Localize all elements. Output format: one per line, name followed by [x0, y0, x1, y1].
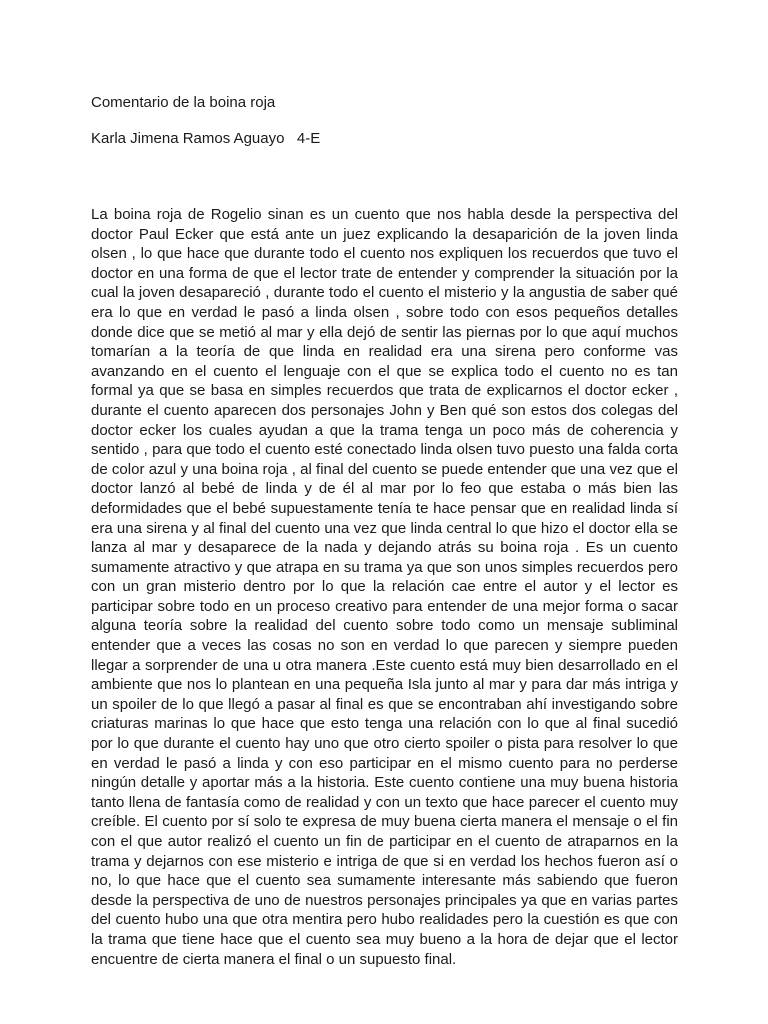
body-paragraph: La boina roja de Rogelio sinan es un cuento que nos habla desde la perspectiva del doctor Paul Ecker que está ante un juez explicando la desaparición de la joven linda olsen , lo que hace que durante todo el cuento nos expliquen los recuerdos que tuvo el doctor en una forma de que el lector trate de entender y comprender la situación por la cual la joven desapareció , durante todo el cuento el misterio y la angustia de saber qué era lo que en verdad le pasó a linda olsen , sobre todo con esos pequeños detalles donde dice que se metió al mar y ella dejó de sentir las piernas por lo que aquí muchos tomarían a la teoría de que linda en realidad era una sirena pero conforme vas avanzando en el cuento el lenguaje con el que se explica todo el cuento no es tan formal ya que se basa en simples recuerdos que trata de explicarnos el doctor ecker , durante el cuento aparecen dos personajes John y Ben qué son estos dos colegas del doctor ecker los cuales ayudan a que la trama tenga un poco más de coherencia y sentido , para que todo el cuento esté conectado linda olsen tuvo puesto una falda corta de color azul y una boina roja , al final del cuento se puede entender que una vez que el doctor lanzó al bebé de linda y de él al mar por lo feo que estaba o más bien las deformidades que el bebé supuestamente tenía te hace pensar que en realidad linda sí era una sirena y al final del cuento una vez que linda central lo que hizo el doctor ella se lanza al mar y desaparece de la nada y dejando atrás su boina roja . Es un cuento sumamente atractivo y que atrapa en su trama ya que son unos simples recuerdos pero con un gran misterio dentro por lo que la relación cae entre el autor y el lector es participar sobre todo en un proceso creativo para entender de una mejor forma o sacar alguna teoría sobre la realidad del cuento sobre todo como un mensaje subliminal entender que a veces las cosas no son en verdad lo que parecen y siempre pueden llegar a sorprender de una u otra manera .Este cuento está muy bien desarrollado en el ambiente que nos lo plantean en una pequeña Isla junto al mar y para dar más intriga y un spoiler de lo que llegó a pasar al final es que se encontraban ahí investigando sobre criaturas marinas lo que hace que esto tenga una relación con lo que al final sucedió por lo que durante el cuento hay uno que otro cierto spoiler o pista para resolver lo que en verdad le pasó a linda y con eso participar en el mismo cuento para no perderse ningún detalle y aportar más a la historia. Este cuento contiene una muy buena historia tanto llena de fantasía como de realidad y con un texto que hace parecer el cuento muy creíble. El cuento por sí solo te expresa de muy buena cierta manera el mensaje o el fin con el que autor realizó el cuento un fin de participar en el cuento de atraparnos en la trama y dejarnos con ese misterio e intriga de que si en verdad los hechos fueron así o no, lo que hace que el cuento sea sumamente interesante más sabiendo que fueron desde la perspectiva de uno de nuestros personajes principales ya que en varias partes del cuento hubo una que otra mentira pero hubo realidades pero la cuestión es que con la trama que tiene hace que el cuento sea muy bueno a la hora de dejar que el lector encuentre de cierta manera el final o un supuesto final.	[91, 206, 678, 968]
document-title: Comentario de la boina roja	[91, 94, 276, 111]
author-line: Karla Jimena Ramos Aguayo 4-E	[91, 130, 321, 147]
